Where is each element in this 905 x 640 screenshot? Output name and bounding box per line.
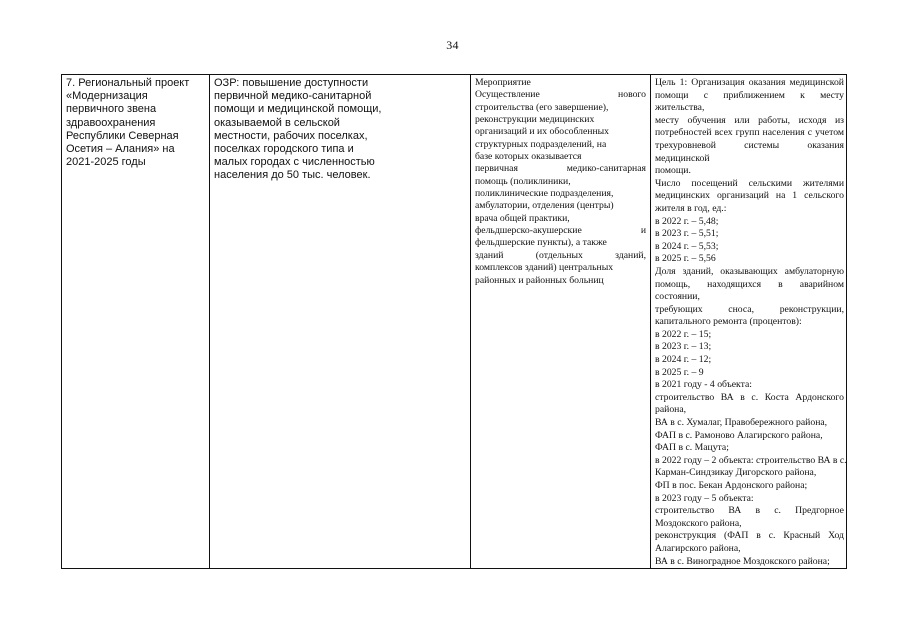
goal-line: помощи с приближением к месту жительства, — [655, 89, 844, 114]
goal-line: Моздокского района, — [655, 517, 742, 529]
goal-line: трехуровневой системы оказания медицинской — [655, 139, 844, 164]
measure-line: зданий (отдельных зданий, — [475, 249, 646, 261]
goal-line: Алагирского района, — [655, 542, 741, 554]
goal-line: в 2025 г. – 5,56 — [655, 253, 716, 265]
program-table — [61, 74, 847, 569]
measure-line: строительства (его завершение), — [475, 101, 609, 113]
goal-line: капитального ремонта (процентов): — [655, 316, 802, 328]
measure-line: реконструкции медицинских — [475, 114, 595, 126]
goal-line: в 2024 г. – 5,53; — [655, 240, 719, 252]
page-number: 34 — [446, 38, 459, 52]
measure-line: врача общей практики, — [475, 212, 570, 224]
measure-line: организаций и их обособленных — [475, 126, 610, 138]
goal-line: строительство ВА в с. Предгорное — [655, 505, 844, 517]
goal-line: ФАП в с. Рамоново Алагирского района, — [655, 429, 823, 441]
goal-line: потребностей всех групп населения с учетом — [655, 127, 844, 139]
goal-line: ФАП в с. Мацута; — [655, 442, 729, 454]
measure-text — [475, 77, 646, 287]
goal-line: Доля зданий, оказывающих амбулаторную — [655, 265, 844, 277]
goal-line: помощи. — [655, 165, 691, 177]
measure-cell — [471, 75, 651, 568]
goal-line: требующих сноса, реконструкции, — [655, 303, 844, 315]
goal-line: в 2023 г. – 13; — [655, 341, 712, 353]
goal-text — [655, 77, 847, 568]
measure-line: Осуществление нового — [475, 89, 646, 101]
goal-cell — [651, 75, 848, 568]
ozr-cell — [210, 75, 471, 568]
goal-line: Число посещений сельскими жителями — [655, 177, 844, 189]
goal-line: помощь, находящихся в аварийном состоянии, — [655, 278, 844, 303]
goal-line: строительство ВА в с. Коста Ардонского — [655, 391, 844, 403]
goal-line: в 2025 г. – 9 — [655, 366, 704, 378]
measure-line: структурных подразделений, на — [475, 138, 607, 150]
goal-line: реконструкция (ФАП в с. Красный Ход — [655, 530, 844, 542]
goal-line: в 2021 году - 4 объекта: — [655, 379, 752, 391]
measure-line: помощь (поликлиники, — [475, 175, 571, 187]
goal-line: Цель 1: Организация оказания медицинской — [655, 77, 844, 88]
goal-line: ВА в с. Хумалаг, Правобережного района, — [655, 417, 828, 429]
goal-line: в 2022 году – 2 объекта: строительство ВА в с. — [655, 454, 847, 466]
goal-line: в 2024 г. – 12; — [655, 354, 712, 366]
measure-line: фельдшерско-акушерские и — [475, 225, 646, 237]
measure-line: базе которых оказывается — [475, 151, 582, 163]
measure-line: фельдшерские пункты), а также — [475, 237, 607, 249]
goal-line: ВА в с. Виноградное Моздокского района; — [655, 555, 830, 567]
goal-line: в 2023 г. – 5,51; — [655, 228, 719, 240]
project-text: 7. Региональный проект «Модернизация первичного звена здравоохранения Республики Северная Осетия – Алания» на 2021-2025 годы — [66, 77, 190, 169]
goal-line: ФП в пос. Бекан Ардонского района; — [655, 480, 808, 491]
measure-line: поликлинические подразделения, — [475, 188, 614, 200]
goal-line: района, — [655, 404, 687, 416]
measure-line: Мероприятие — [475, 77, 531, 88]
goal-line: жителя в год, ед.: — [655, 202, 727, 214]
measure-line: первичная медико-санитарная — [475, 163, 646, 175]
measure-line: комплексов зданий) центральных — [475, 262, 614, 274]
project-cell — [62, 75, 210, 568]
goal-line: в 2023 году – 5 объекта: — [655, 492, 754, 504]
goal-line: медицинских организаций на 1 сельского — [655, 190, 844, 202]
goal-line: в 2022 г. – 15; — [655, 328, 712, 340]
goal-line: Карман-Синдзикау Дигорского района, — [655, 467, 817, 479]
ozr-text: ОЗР: повышение доступности первичной медико-санитарной помощи и медицинской помощи, оказываемой в сельской местности, рабочих поселках, поселках городского типа и малых городах с численностью населения до 50 тыс. человек. — [214, 77, 382, 182]
goal-line: месту обучения или работы, исходя из — [655, 114, 844, 126]
measure-line: районных и районных больниц — [475, 274, 604, 286]
goal-line: в 2022 г. – 5,48; — [655, 215, 719, 227]
measure-line: амбулатории, отделения (центры) — [475, 200, 614, 212]
